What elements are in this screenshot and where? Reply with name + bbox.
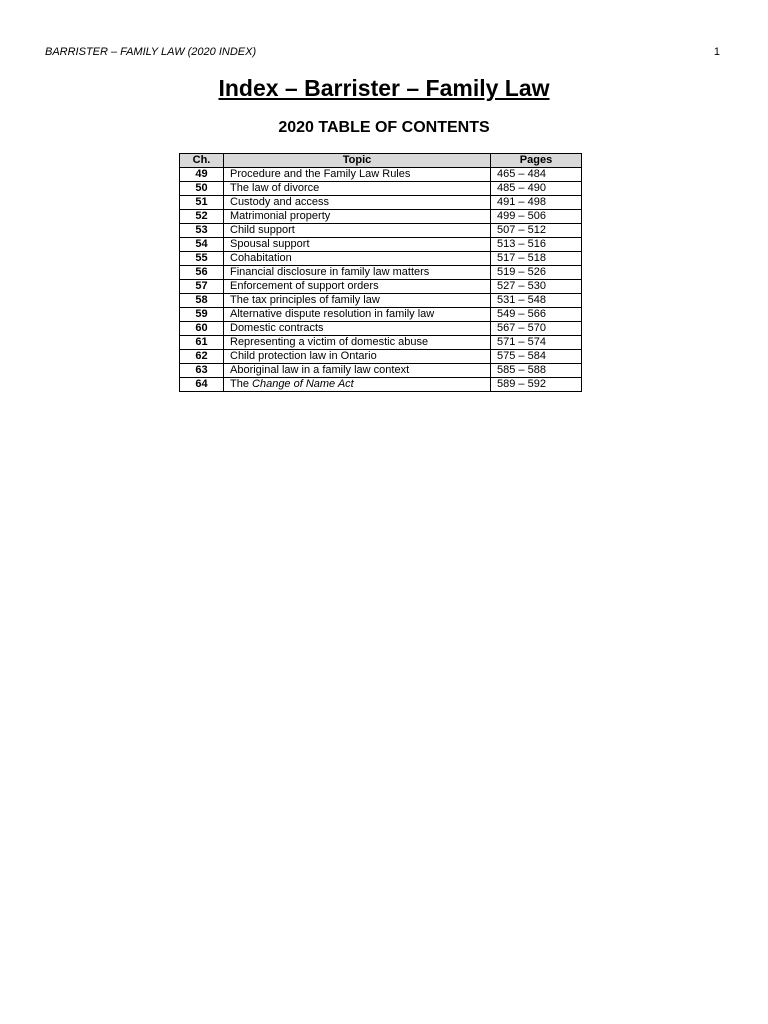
- chapter-topic: Cohabitation: [224, 252, 491, 266]
- chapter-topic: Domestic contracts: [224, 322, 491, 336]
- chapter-number: 56: [180, 266, 224, 280]
- chapter-topic: The tax principles of family law: [224, 294, 491, 308]
- table-row: [180, 350, 582, 364]
- chapter-topic: Child support: [224, 224, 491, 238]
- chapter-number: 54: [180, 238, 224, 252]
- chapter-topic: Representing a victim of domestic abuse: [224, 336, 491, 350]
- table-row: [180, 266, 582, 280]
- table-row: [180, 238, 582, 252]
- chapter-number: 53: [180, 224, 224, 238]
- column-header-topic: Topic: [224, 154, 491, 168]
- page-title: Index – Barrister – Family Law: [218, 75, 550, 101]
- table-row: [180, 294, 582, 308]
- page-range: 571 – 574: [491, 336, 582, 350]
- table-row: [180, 182, 582, 196]
- chapter-number: 62: [180, 350, 224, 364]
- chapter-topic: The law of divorce: [224, 182, 491, 196]
- running-header: BARRISTER – FAMILY LAW (2020 INDEX): [45, 46, 257, 58]
- chapter-number: 59: [180, 308, 224, 322]
- page-range: 567 – 570: [491, 322, 582, 336]
- chapter-number: 50: [180, 182, 224, 196]
- table-row: [180, 322, 582, 336]
- chapter-topic: Aboriginal law in a family law context: [224, 364, 491, 378]
- chapter-number: 58: [180, 294, 224, 308]
- chapter-topic: Enforcement of support orders: [224, 280, 491, 294]
- table-row: [180, 308, 582, 322]
- page-range: 519 – 526: [491, 266, 582, 280]
- page-range: 465 – 484: [491, 168, 582, 182]
- chapter-topic: Child protection law in Ontario: [224, 350, 491, 364]
- chapter-number: 49: [180, 168, 224, 182]
- table-row: [180, 168, 582, 182]
- page-range: 585 – 588: [491, 364, 582, 378]
- chapter-number: 64: [180, 378, 224, 392]
- chapter-number: 57: [180, 280, 224, 294]
- chapter-number: 61: [180, 336, 224, 350]
- chapter-topic: Alternative dispute resolution in family law: [224, 308, 491, 322]
- page-range: 507 – 512: [491, 224, 582, 238]
- table-row: [180, 210, 582, 224]
- table-row: [180, 196, 582, 210]
- chapter-number: 60: [180, 322, 224, 336]
- page-range: 527 – 530: [491, 280, 582, 294]
- table-row: [180, 224, 582, 238]
- column-header-pages: Pages: [491, 154, 582, 168]
- page-range: 499 – 506: [491, 210, 582, 224]
- chapter-topic: Financial disclosure in family law matters: [224, 266, 491, 280]
- page-subtitle: 2020 TABLE OF CONTENTS: [278, 119, 490, 136]
- chapter-number: 63: [180, 364, 224, 378]
- chapter-topic: Custody and access: [224, 196, 491, 210]
- table-row: [180, 364, 582, 378]
- page-range: 491 – 498: [491, 196, 582, 210]
- page-range: 549 – 566: [491, 308, 582, 322]
- page-number: 1: [713, 46, 720, 58]
- page-range: 531 – 548: [491, 294, 582, 308]
- table-row: [180, 252, 582, 266]
- page-range: 513 – 516: [491, 238, 582, 252]
- page-range: 517 – 518: [491, 252, 582, 266]
- contents-table: [179, 153, 582, 392]
- page-range: 589 – 592: [491, 378, 582, 392]
- chapter-number: 52: [180, 210, 224, 224]
- chapter-topic: [224, 378, 491, 392]
- chapter-topic: Matrimonial property: [224, 210, 491, 224]
- table-header-row: [180, 154, 582, 168]
- chapter-number: 55: [180, 252, 224, 266]
- chapter-topic: Procedure and the Family Law Rules: [224, 168, 491, 182]
- topic-prefix: The: [230, 378, 253, 390]
- act-name: Change of Name Act: [252, 378, 354, 390]
- page-range: 575 – 584: [491, 350, 582, 364]
- table-row: [180, 336, 582, 350]
- chapter-number: 51: [180, 196, 224, 210]
- table-row: [180, 280, 582, 294]
- page-range: 485 – 490: [491, 182, 582, 196]
- chapter-topic: Spousal support: [224, 238, 491, 252]
- column-header-chapter: Ch.: [180, 154, 224, 168]
- table-row: [180, 378, 582, 392]
